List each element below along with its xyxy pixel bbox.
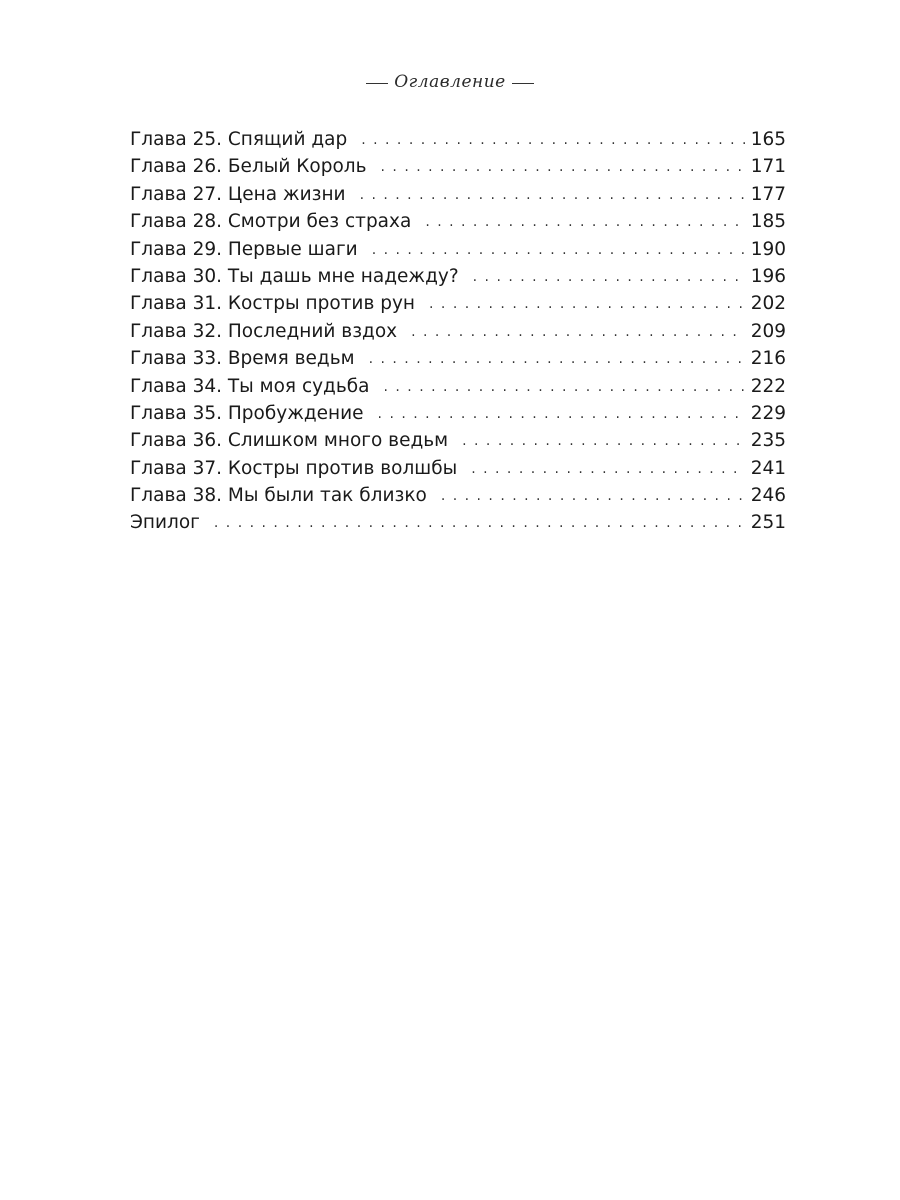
dot-leader bbox=[441, 483, 745, 510]
toc-title: Оглавление bbox=[394, 72, 506, 92]
toc-entry-page: 185 bbox=[750, 211, 786, 233]
toc-entry-page: 216 bbox=[750, 348, 786, 370]
toc-entry-title: Глава 35. Пробуждение bbox=[130, 402, 364, 424]
toc-entry bbox=[130, 400, 786, 427]
dot-leader bbox=[361, 127, 744, 154]
toc-entry-title: Глава 33. Время ведьм bbox=[130, 348, 355, 370]
dot-leader bbox=[429, 291, 745, 318]
toc-entry-page: 202 bbox=[750, 293, 786, 315]
dot-leader bbox=[369, 346, 745, 373]
toc-entry bbox=[130, 208, 786, 235]
header-right-dash bbox=[512, 83, 534, 84]
toc-entry bbox=[130, 181, 786, 208]
dot-leader bbox=[360, 182, 745, 209]
toc-entry-page: 246 bbox=[750, 485, 786, 507]
toc-entry-title: Глава 34. Ты моя судьба bbox=[130, 375, 370, 397]
toc-entry bbox=[130, 236, 786, 263]
dot-leader bbox=[384, 374, 745, 401]
toc-entry bbox=[130, 153, 786, 180]
toc-entry bbox=[130, 373, 786, 400]
toc-entry bbox=[130, 427, 786, 454]
toc-entry-title: Глава 38. Мы были так близко bbox=[130, 485, 427, 507]
toc-entry-title: Глава 31. Костры против рун bbox=[130, 293, 416, 315]
toc-entry bbox=[130, 290, 786, 317]
toc-entry bbox=[130, 345, 786, 372]
toc-entry-page: 177 bbox=[750, 183, 786, 205]
toc-entry-title: Эпилог bbox=[130, 512, 200, 534]
dot-leader bbox=[473, 264, 745, 291]
toc-entry-title: Глава 30. Ты дашь мне надежду? bbox=[130, 265, 459, 287]
toc-entry-page: 229 bbox=[750, 402, 786, 424]
toc-entry-title: Глава 36. Слишком много ведьм bbox=[130, 430, 449, 452]
toc-entry bbox=[130, 318, 786, 345]
toc-entry bbox=[130, 509, 786, 536]
dot-leader bbox=[381, 154, 745, 181]
dot-leader bbox=[214, 510, 745, 537]
dot-leader bbox=[462, 428, 745, 455]
toc-entry-title: Глава 28. Смотри без страха bbox=[130, 211, 412, 233]
toc-entry bbox=[130, 482, 786, 509]
toc-entry-title: Глава 29. Первые шаги bbox=[130, 238, 358, 260]
toc-entry bbox=[130, 126, 786, 153]
toc-entry-page: 241 bbox=[750, 457, 786, 479]
toc-entry-title: Глава 37. Костры против волшбы bbox=[130, 457, 458, 479]
dot-leader bbox=[411, 319, 745, 346]
toc-entry-page: 222 bbox=[750, 375, 786, 397]
toc-entry-page: 209 bbox=[750, 320, 786, 342]
toc-entry-title: Глава 26. Белый Король bbox=[130, 156, 367, 178]
toc-header bbox=[0, 72, 900, 92]
dot-leader bbox=[378, 401, 745, 428]
toc-entry-page: 165 bbox=[750, 129, 786, 150]
dot-leader bbox=[372, 237, 745, 264]
toc-entry-title: Глава 32. Последний вздох bbox=[130, 320, 398, 342]
toc-entry bbox=[130, 263, 786, 290]
toc-entry-page: 196 bbox=[750, 265, 786, 287]
toc-entry-page: 190 bbox=[750, 238, 786, 260]
header-left-dash bbox=[366, 83, 388, 84]
toc-entry-page: 251 bbox=[750, 512, 786, 534]
dot-leader bbox=[471, 456, 744, 483]
toc-entry-page: 171 bbox=[750, 156, 786, 178]
table-of-contents bbox=[130, 126, 786, 537]
dot-leader bbox=[425, 209, 744, 236]
toc-entry-title: Глава 27. Цена жизни bbox=[130, 183, 346, 205]
toc-entry bbox=[130, 455, 786, 482]
toc-entry-page: 235 bbox=[750, 430, 786, 452]
toc-entry-title: Глава 25. Спящий дар bbox=[130, 129, 348, 150]
